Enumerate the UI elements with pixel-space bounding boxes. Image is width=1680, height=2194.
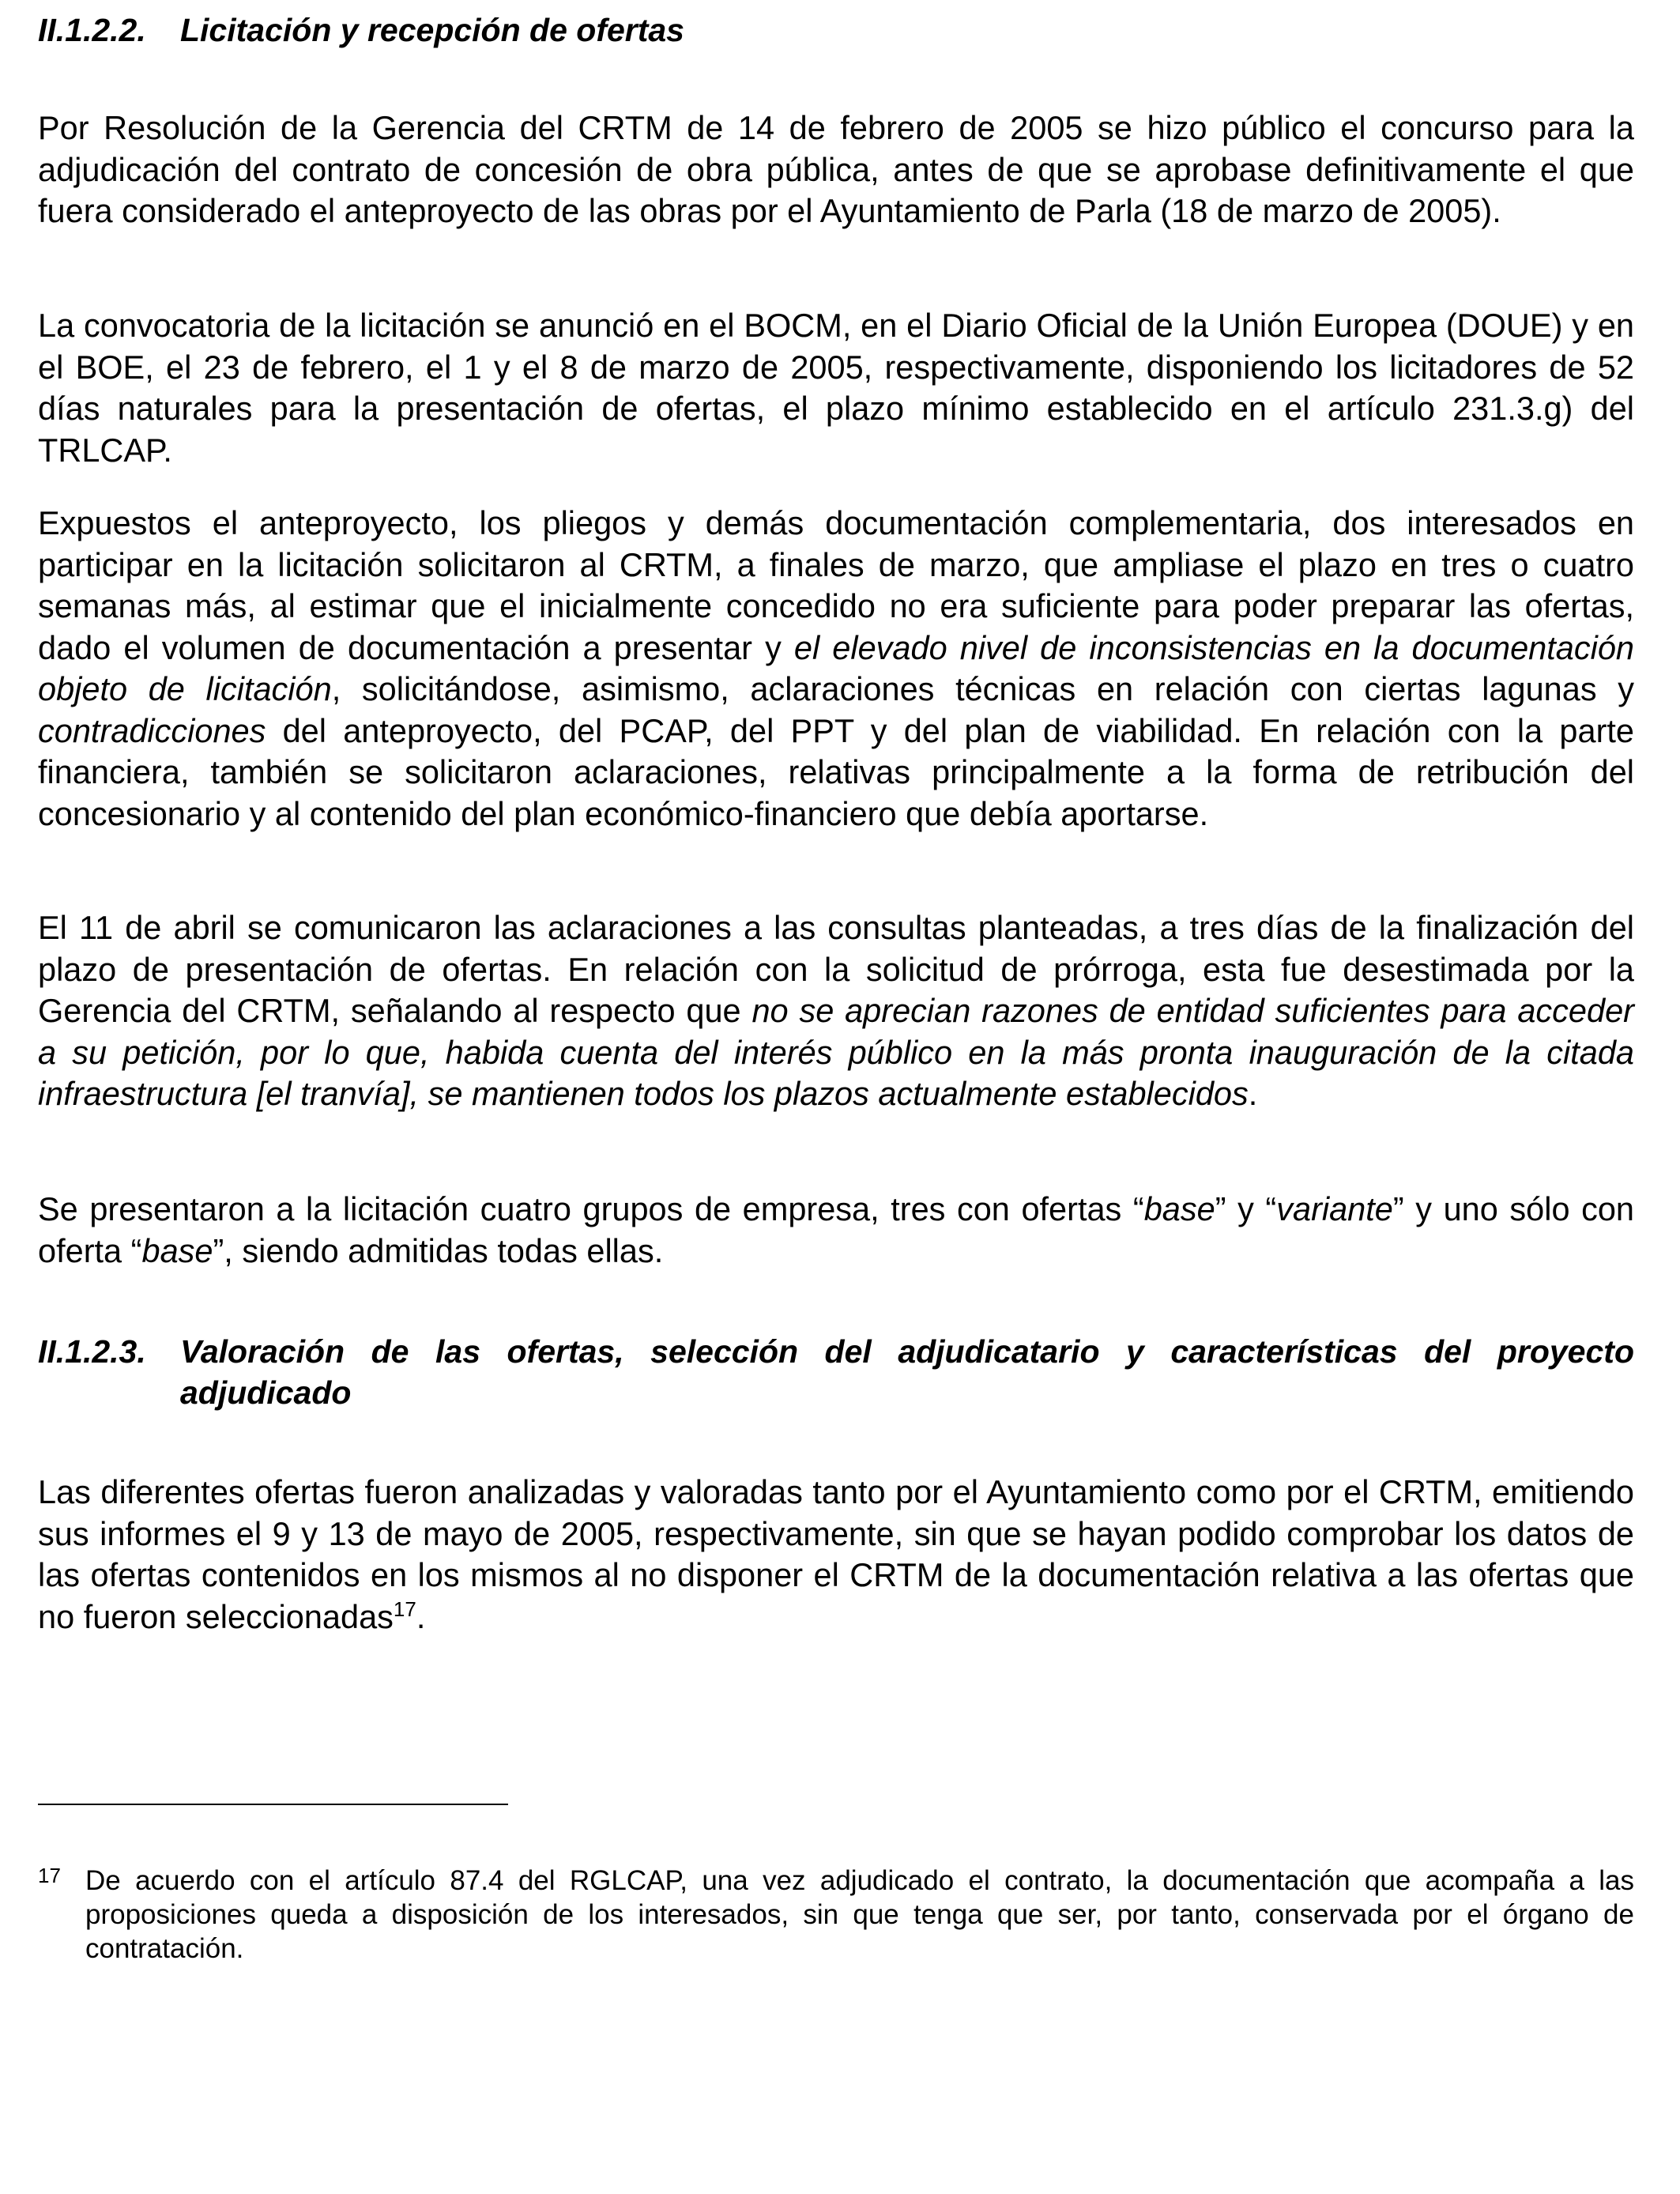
paragraph-aclaraciones xyxy=(38,907,1634,1115)
italic-quote: el elevado nivel de inconsistencias en la documentación objeto de licitación xyxy=(38,628,1634,707)
footnote-text: De acuerdo con el artículo 87.4 del RGLCAP, una vez adjudicado el contrato, la documentación que acompaña a las proposiciones queda a disposición de los interesados, sin que tenga que ser, por tanto, conservada por el órgano de contratación. xyxy=(85,1865,1634,1964)
italic-term: base xyxy=(141,1231,213,1269)
text-run: . xyxy=(416,1597,426,1635)
text-run: El 11 de abril se comunicaron las aclaraciones a las consultas planteadas, a tres días de la finalización del plazo de presentación de ofertas. En relación con la solicitud de prórroga, esta fue desestimada por la Gerencia del CRTM, señalando al respecto que xyxy=(38,909,1634,1029)
italic-term: variante xyxy=(1276,1190,1393,1227)
text-run: Expuestos el anteproyecto, los pliegos y demás documentación complementaria, dos interesados en participar en la licitación solicitaron al CRTM, a finales de marzo, que ampliase el plazo en tres o cuatro semanas más, al estimar que el inicialmente concedido no era suficiente para poder preparar las ofertas, dado el volumen de documentación a presentar y xyxy=(38,504,1634,666)
footnote-number: 17 xyxy=(38,1864,61,1887)
footnote-separator xyxy=(38,1804,508,1805)
text-run: , solicitándose, asimismo, aclaraciones técnicas en relación con ciertas lagunas y xyxy=(331,670,1634,707)
text-run: ” y “ xyxy=(1215,1190,1277,1227)
section-number: II.1.2.2. xyxy=(38,12,146,48)
italic-quote: no se aprecian razones de entidad suficientes para acceder a su petición, por lo que, habida cuenta del interés público en la más pronta inauguración de la citada infraestructura [el tranvía], se mantienen todos los plazos actualmente establecidos xyxy=(38,992,1634,1112)
paragraph-grupos-empresa xyxy=(38,1189,1634,1272)
section-heading-licitacion xyxy=(38,9,1634,51)
text-run: Las diferentes ofertas fueron analizadas y valoradas tanto por el Ayuntamiento como por el CRTM, emitiendo sus informes el 9 y 13 de mayo de 2005, respectivamente, sin que se hayan podido comprobar los datos de las ofertas contenidos en los mismos al no disponer el CRTM de la documentación relativa a las ofertas que no fueron seleccionadas xyxy=(38,1473,1634,1635)
paragraph-resolucion: Por Resolución de la Gerencia del CRTM de 14 de febrero de 2005 se hizo público el concurso para la adjudicación del contrato de concesión de obra pública, antes de que se aprobase definitivamente el que fuera considerado el anteproyecto de las obras por el Ayuntamiento de Parla (18 de marzo de 2005). xyxy=(38,109,1634,229)
section-title: Valoración de las ofertas, selección del adjudicatario y características del proyecto adjudicado xyxy=(180,1333,1634,1411)
text-run: ”, siendo admitidas todas ellas. xyxy=(213,1231,664,1269)
paragraph-expuestos xyxy=(38,503,1634,835)
paragraph-convocatoria: La convocatoria de la licitación se anunció en el BOCM, en el Diario Oficial de la Unión Europea (DOUE) y en el BOE, el 23 de febrero, el 1 y el 8 de marzo de 2005, respectivamente, disponiendo los licitadores de 52 días naturales para la presentación de ofertas, el plazo mínimo establecido en el artículo 231.3.g) del TRLCAP. xyxy=(38,307,1634,469)
text-run: Se presentaron a la licitación cuatro grupos de empresa, tres con ofertas “ xyxy=(38,1190,1144,1227)
section-title: Licitación y recepción de ofertas xyxy=(180,12,684,48)
text-run: ” y uno sólo con oferta “ xyxy=(38,1190,1634,1269)
text-run: del anteproyecto, del PCAP, del PPT y del plan de viabilidad. En relación con la parte financiera, también se solicitaron aclaraciones, relativas principalmente a la forma de retribución del concesionario y al contenido del plan económico-financiero que debía aportarse. xyxy=(38,711,1634,832)
section-heading-valoracion xyxy=(38,1331,1634,1413)
italic-quote: contradicciones xyxy=(38,711,266,749)
italic-term: base xyxy=(1143,1190,1215,1227)
text-run: . xyxy=(1248,1075,1258,1112)
footnote xyxy=(38,1864,1634,1966)
section-number: II.1.2.3. xyxy=(38,1333,146,1370)
footnote-reference[interactable]: 17 xyxy=(393,1596,416,1621)
paragraph-ofertas-analizadas xyxy=(38,1472,1634,1638)
